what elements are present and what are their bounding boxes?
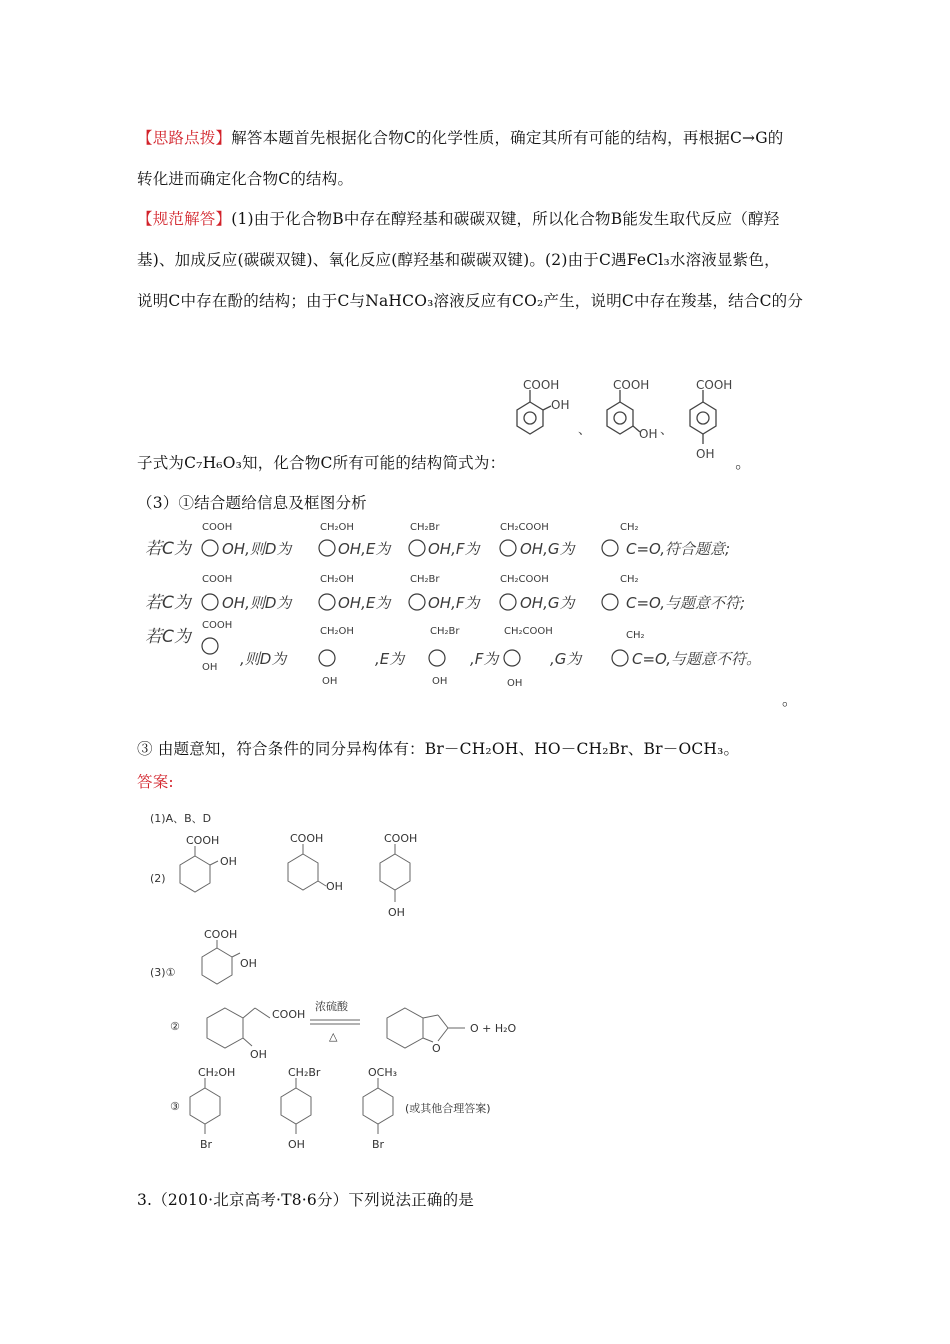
solution-line-3: 说明C中存在酚的结构；由于C与NaHCO₃溶液反应有CO₂产生，说明C中存在羧基，结合C的分 — [137, 292, 804, 310]
analysis-end-mark: 。 — [782, 691, 798, 709]
other-answers-note: (或其他合理答案) — [405, 1102, 491, 1115]
hint-line-2: 转化进而确定化合物C的结构。 — [137, 170, 354, 188]
svg-text:、: 、 — [578, 423, 592, 438]
part3-isomers-line: ③ 由题意知，符合条件的同分异构体有：Br－CH₂OH、HO－CH₂Br、Br－OCH₃。 — [137, 740, 740, 758]
answer-3-3-ch2br — [281, 1066, 321, 1151]
solution-line-1: 【规范解答】(1)由于化合物B中存在醇羟基和碳碳双键，所以化合物B能发生取代反应（醇羟 — [137, 210, 780, 228]
svg-text:COOH: COOH — [290, 832, 324, 845]
hand-row-3 — [145, 620, 761, 689]
answer-1: (1)A、B、D — [150, 812, 212, 825]
svg-text:OH: OH — [288, 1138, 305, 1151]
ortho-isomer-drawing — [517, 378, 569, 434]
svg-text:OH: OH — [322, 676, 338, 687]
para-isomer-drawing — [690, 378, 732, 461]
answer-3-3-och3 — [363, 1066, 397, 1151]
part3-intro: （3）①结合题给信息及框图分析 — [137, 494, 367, 512]
svg-text:COOH: COOH — [272, 1008, 306, 1021]
svg-text:OH,F为: OH,F为 — [428, 594, 480, 612]
answer-3-1-structure — [202, 928, 257, 984]
svg-text:CH₂OH: CH₂OH — [320, 574, 354, 585]
svg-text:COOH: COOH — [384, 832, 418, 845]
product-text: O + H₂O — [470, 1022, 517, 1035]
answer-circ2: ② — [170, 1020, 180, 1033]
svg-text:Br: Br — [200, 1138, 213, 1151]
svg-text:C=O,符合题意;: C=O,符合题意; — [626, 540, 731, 558]
svg-text:COOH: COOH — [202, 574, 233, 585]
svg-text:OH: OH — [240, 957, 257, 970]
svg-text:CH₂Br: CH₂Br — [410, 522, 440, 533]
svg-text:CH₂: CH₂ — [620, 574, 639, 585]
reagent: 浓硫酸 — [315, 1000, 348, 1013]
hand-cooh-1: COOH — [523, 378, 560, 392]
answer-2-ortho — [180, 834, 237, 892]
svg-text:CH₂OH: CH₂OH — [320, 626, 354, 637]
svg-text:OH: OH — [202, 662, 218, 673]
svg-text:COOH: COOH — [202, 522, 233, 533]
svg-text:CH₂OH: CH₂OH — [198, 1066, 236, 1079]
hint-line-1: 【思路点拨】解答本题首先根据化合物C的化学性质，确定其所有可能的结构，再根据C→G的 — [137, 129, 784, 147]
svg-text:OH,E为: OH,E为 — [338, 594, 391, 612]
hint-tag: 【思路点拨】 — [137, 129, 232, 147]
answer-3-2-product — [387, 1008, 517, 1055]
svg-text:COOH: COOH — [204, 928, 238, 941]
svg-text:OCH₃: OCH₃ — [368, 1066, 398, 1079]
svg-text:COOH: COOH — [202, 620, 233, 631]
svg-text:CH₂Br: CH₂Br — [288, 1066, 321, 1079]
hand-oh-1: OH — [551, 398, 570, 412]
answer-label: 答案: — [137, 773, 174, 791]
svg-text:若C为: 若C为 — [145, 539, 191, 559]
answer-2-meta — [288, 832, 343, 893]
solution-tag: 【规范解答】 — [137, 210, 232, 228]
solution-line-4: 子式为C₇H₆O₃知，化合物C所有可能的结构简式为： 。 — [137, 454, 751, 472]
svg-text:CH₂Br: CH₂Br — [430, 626, 460, 637]
hand-cooh-2: COOH — [613, 378, 650, 392]
answer-structures — [140, 808, 560, 1162]
svg-text:OH,E为: OH,E为 — [338, 540, 391, 558]
svg-text:CH₂COOH: CH₂COOH — [504, 626, 553, 637]
svg-text:若C为: 若C为 — [145, 593, 191, 613]
svg-text:COOH: COOH — [186, 834, 220, 847]
svg-text:CH₂COOH: CH₂COOH — [500, 574, 549, 585]
svg-text:OH: OH — [220, 855, 237, 868]
svg-text:OH,则D为: OH,则D为 — [222, 540, 292, 558]
svg-text:CH₂: CH₂ — [626, 630, 645, 641]
answer-3-3-ch2oh — [190, 1066, 235, 1151]
svg-text:,E为: ,E为 — [375, 650, 405, 668]
hand-row-1 — [145, 522, 730, 559]
svg-text:CH₂: CH₂ — [620, 522, 639, 533]
hand-oh-2: OH — [639, 427, 658, 441]
svg-text:,F为: ,F为 — [470, 650, 499, 668]
svg-text:OH: OH — [388, 906, 405, 919]
answer-2-label: (2) — [150, 872, 166, 885]
question-3: 3.（2010·北京高考·T8·6分）下列说法正确的是 — [137, 1191, 474, 1209]
ring-oxygen: O — [432, 1042, 441, 1055]
solution-line-2: 基)、加成反应(碳碳双键)、氧化反应(醇羟基和碳碳双键)。(2)由于C遇FeCl₃水溶液显紫色， — [137, 251, 780, 269]
hand-cooh-3: COOH — [696, 378, 733, 392]
svg-text:OH,G为: OH,G为 — [520, 540, 575, 558]
hand-row-2 — [145, 574, 745, 613]
svg-text:、: 、 — [660, 423, 674, 438]
svg-text:OH: OH — [250, 1048, 267, 1061]
svg-text:,G为: ,G为 — [550, 650, 582, 668]
svg-text:OH: OH — [432, 676, 448, 687]
hand-oh-3: OH — [696, 447, 715, 461]
heat-symbol: △ — [329, 1030, 338, 1043]
svg-text:CH₂Br: CH₂Br — [410, 574, 440, 585]
answer-circ3: ③ — [170, 1100, 180, 1113]
handwritten-analysis — [140, 518, 820, 702]
svg-text:,则D为: ,则D为 — [240, 650, 287, 668]
svg-text:Br: Br — [372, 1138, 385, 1151]
svg-text:CH₂OH: CH₂OH — [320, 522, 354, 533]
answer-3-2-reactant — [207, 1008, 305, 1061]
answer-2-para — [380, 832, 417, 919]
svg-text:OH,F为: OH,F为 — [428, 540, 480, 558]
svg-text:C=O,与题意不符。: C=O,与题意不符。 — [632, 650, 762, 668]
svg-text:OH,则D为: OH,则D为 — [222, 594, 292, 612]
answer-3-label: (3)① — [150, 966, 176, 979]
svg-text:CH₂COOH: CH₂COOH — [500, 522, 549, 533]
svg-text:OH,G为: OH,G为 — [520, 594, 575, 612]
svg-text:OH: OH — [507, 678, 523, 689]
meta-isomer-drawing — [607, 378, 657, 441]
svg-text:若C为: 若C为 — [145, 627, 191, 647]
svg-text:OH: OH — [326, 880, 343, 893]
svg-text:C=O,与题意不符;: C=O,与题意不符; — [626, 594, 746, 612]
